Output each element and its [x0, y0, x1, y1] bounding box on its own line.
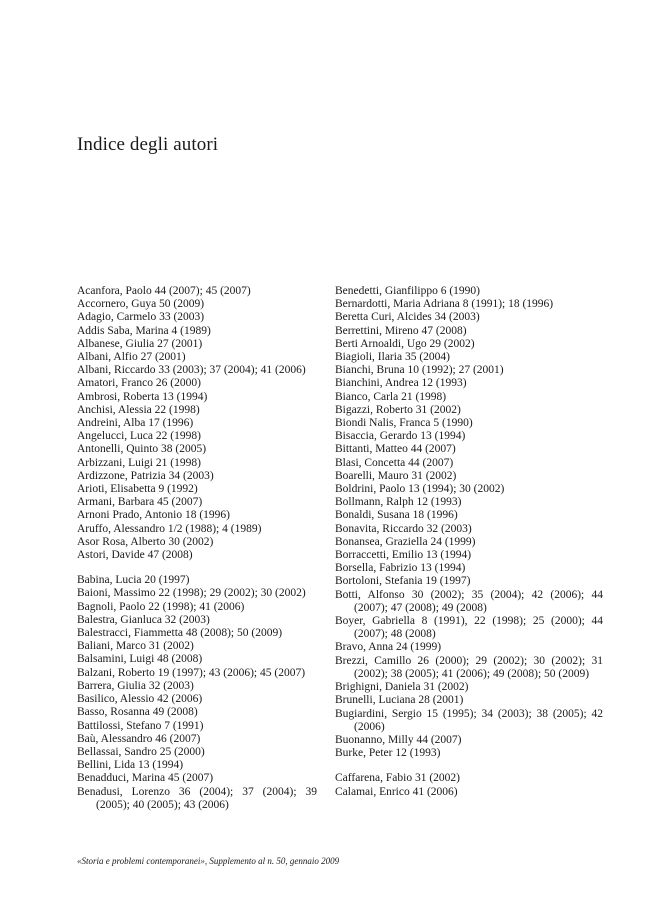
index-entry: Balzani, Roberto 19 (1997); 43 (2006); 45 (2007): [77, 666, 306, 679]
index-entry: Basilico, Alessio 42 (2006): [77, 693, 203, 706]
index-entry: Albani, Riccardo 33 (2003); 37 (2004); 41 (2006): [77, 364, 306, 377]
index-entry: Balsamini, Luigi 48 (2008): [77, 653, 203, 666]
index-entry: Addis Saba, Marina 4 (1989): [77, 324, 211, 337]
index-entry: Botti, Alfonso 30 (2002); 35 (2004); 42 (2006); 44 (2007); 47 (2008); 49 (2008): [335, 588, 603, 614]
index-entry: Bisaccia, Gerardo 13 (1994): [335, 430, 466, 443]
index-entry: Brezzi, Camillo 26 (2000); 29 (2002); 30 (2002); 31 (2002); 38 (2005); 41 (2006); 49 (2008); 50 (2009): [335, 654, 603, 680]
index-entry: Burke, Peter 12 (1993): [335, 747, 441, 760]
author-index-right-column: [335, 285, 603, 799]
index-entry: Bortoloni, Stefania 19 (1997): [335, 575, 471, 588]
author-index-left-column: [77, 285, 317, 812]
index-entry: Brighigni, Daniela 31 (2002): [335, 681, 469, 694]
index-entry: Balestra, Gianluca 32 (2003): [77, 613, 210, 626]
index-entry: Albanese, Giulia 27 (2001): [77, 337, 203, 350]
index-entry: Adagio, Carmelo 33 (2003): [77, 311, 205, 324]
index-entry: Bellassai, Sandro 25 (2000): [77, 745, 205, 758]
index-entry: Babina, Lucia 20 (1997): [77, 574, 190, 587]
index-entry: Barrera, Giulia 32 (2003): [77, 679, 194, 692]
index-entry: Beretta Curi, Alcides 34 (2003): [335, 311, 480, 324]
index-entry: Asor Rosa, Alberto 30 (2002): [77, 535, 214, 548]
index-entry: Bianco, Carla 21 (1998): [335, 390, 447, 403]
index-entry: Anchisi, Alessia 22 (1998): [77, 403, 200, 416]
index-entry: Arbizzani, Luigi 21 (1998): [77, 456, 201, 469]
index-entry: Bagnoli, Paolo 22 (1998); 41 (2006): [77, 600, 245, 613]
index-entry: Albani, Alfio 27 (2001): [77, 351, 186, 364]
index-entry: Antonelli, Quinto 38 (2005): [77, 443, 207, 456]
index-entry: Baioni, Massimo 22 (1998); 29 (2002); 30 (2002): [77, 587, 306, 600]
index-entry: Bianchini, Andrea 12 (1993): [335, 377, 467, 390]
index-entry: Bigazzi, Roberto 31 (2002): [335, 403, 461, 416]
index-entry: Battilossi, Stefano 7 (1991): [77, 719, 204, 732]
index-entry: Bugiardini, Sergio 15 (1995); 34 (2003); 38 (2005); 42 (2006): [335, 707, 603, 733]
index-entry: Bonansea, Graziella 24 (1999): [335, 535, 476, 548]
index-entry: Borraccetti, Emilio 13 (1994): [335, 549, 472, 562]
index-entry: Benadduci, Marina 45 (2007): [77, 772, 214, 785]
index-entry: Arioti, Elisabetta 9 (1992): [77, 483, 198, 496]
index-entry: Bravo, Anna 24 (1999): [335, 641, 442, 654]
index-entry: Benedetti, Gianfilippo 6 (1990): [335, 285, 480, 297]
index-entry: Borsella, Fabrizio 13 (1994): [335, 562, 466, 575]
index-entry: Basso, Rosanna 49 (2008): [77, 706, 198, 719]
page-footer: «Storia e problemi contemporanei», Supplemento al n. 50, gennaio 2009: [77, 856, 340, 866]
index-entry: Accornero, Guya 50 (2009): [77, 298, 205, 311]
index-entry: Bernardotti, Maria Adriana 8 (1991); 18 (1996): [335, 298, 554, 311]
index-entry: Berrettini, Mireno 47 (2008): [335, 324, 467, 337]
index-entry: Bonavita, Riccardo 32 (2003): [335, 522, 472, 535]
index-entry: Boarelli, Mauro 31 (2002): [335, 469, 457, 482]
index-entry: Bittanti, Matteo 44 (2007): [335, 443, 456, 456]
index-entry: Ambrosi, Roberta 13 (1994): [77, 390, 208, 403]
index-entry: Calamai, Enrico 41 (2006): [335, 785, 458, 798]
index-entry: Bollmann, Ralph 12 (1993): [335, 496, 462, 509]
index-entry: Ardizzone, Patrizia 34 (2003): [77, 469, 214, 482]
index-entry: Buonanno, Milly 44 (2007): [335, 733, 462, 746]
index-entry: Astori, Davide 47 (2008): [77, 549, 193, 562]
index-entry: Acanfora, Paolo 44 (2007); 45 (2007): [77, 285, 251, 297]
index-entry: Boldrini, Paolo 13 (1994); 30 (2002): [335, 483, 505, 496]
index-entry: Armani, Barbara 45 (2007): [77, 496, 203, 509]
page-title: Indice degli autori: [77, 134, 219, 155]
index-entry: Blasi, Concetta 44 (2007): [335, 456, 454, 469]
index-entry: Amatori, Franco 26 (2000): [77, 377, 201, 390]
index-entry: Aruffo, Alessandro 1/2 (1988); 4 (1989): [77, 522, 262, 535]
index-entry: Baliani, Marco 31 (2002): [77, 640, 194, 653]
index-entry: Bellini, Lida 13 (1994): [77, 759, 184, 772]
index-entry: Biondi Nalis, Franca 5 (1990): [335, 417, 473, 430]
index-entry: Berti Arnoaldi, Ugo 29 (2002): [335, 337, 475, 350]
index-entry: Bonaldi, Susana 18 (1996): [335, 509, 458, 522]
index-entry: Arnoni Prado, Antonio 18 (1996): [77, 509, 231, 522]
index-entry: Caffarena, Fabio 31 (2002): [335, 772, 460, 785]
index-entry: Brunelli, Luciana 28 (2001): [335, 694, 464, 707]
index-entry: Benadusi, Lorenzo 36 (2004); 37 (2004); 39 (2005); 40 (2005); 43 (2006): [77, 785, 317, 811]
index-entry: Baù, Alessandro 46 (2007): [77, 732, 201, 745]
index-entry: Angelucci, Luca 22 (1998): [77, 430, 201, 443]
index-entry: Boyer, Gabriella 8 (1991), 22 (1998); 25 (2000); 44 (2007); 48 (2008): [335, 615, 603, 641]
index-entry: Balestracci, Fiammetta 48 (2008); 50 (2009): [77, 627, 283, 640]
index-entry: Biagioli, Ilaria 35 (2004): [335, 351, 450, 364]
index-entry: Bianchi, Bruna 10 (1992); 27 (2001): [335, 364, 504, 377]
index-entry: Andreini, Alba 17 (1996): [77, 417, 194, 430]
